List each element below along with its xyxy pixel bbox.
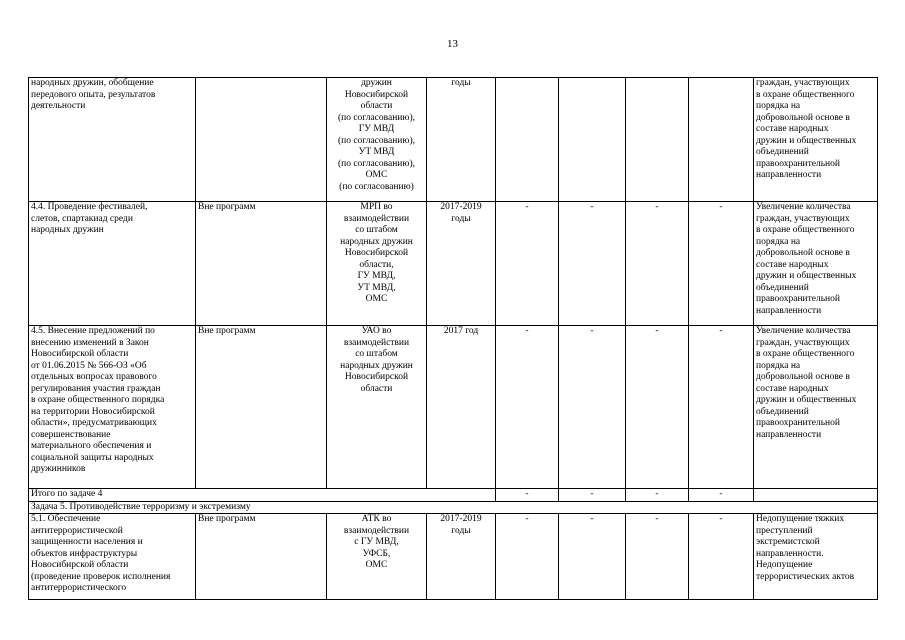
funding-cell: [626, 78, 689, 202]
period-cell: годы: [427, 78, 496, 202]
funding-source-cell: Вне программ: [196, 514, 327, 600]
funding-cell: -: [689, 202, 754, 326]
executor-cell: АТК во взаимодействии с ГУ МВД, УФСБ, ОМС: [327, 514, 427, 600]
executor-cell: УАО во взаимодействии со штабом народных дружин Новосибирской области: [327, 326, 427, 489]
expected-result-cell: [754, 489, 878, 502]
funding-cell: -: [559, 202, 626, 326]
funding-cell: [559, 78, 626, 202]
funding-cell: -: [559, 326, 626, 489]
funding-cell: -: [559, 514, 626, 600]
activity-name-cell: 4.5. Внесение предложений по внесению изменений в Закон Новосибирской области от 01.06.2015 № 566-ОЗ «Об отдельных вопросах правового регулирования участия граждан в охране общественного порядка на территории Новосибирской области», предусматривающих совершенствование материального обеспечения и социальной защиты народных дружинников: [29, 326, 196, 489]
funding-cell: [689, 78, 754, 202]
funding-cell: -: [626, 489, 689, 502]
funding-cell: -: [559, 489, 626, 502]
table-row: [29, 78, 878, 202]
funding-cell: -: [496, 202, 559, 326]
funding-cell: -: [626, 202, 689, 326]
section-title-cell: Задача 5. Противодействие терроризму и экстремизму: [29, 501, 878, 514]
activity-name-cell: 4.4. Проведение фестивалей, слетов, спартакиад среди народных дружин: [29, 202, 196, 326]
activity-name-cell: 5.1. Обеспечение антитеррористической защищенности населения и объектов инфраструктуры Новосибирской области (проведение проверок исполнения антитеррористического: [29, 514, 196, 600]
table-row: [29, 514, 878, 600]
executor-cell: дружин Новосибирской области (по согласованию), ГУ МВД (по согласованию), УТ МВД (по согласованию), ОМС (по согласованию): [327, 78, 427, 202]
executor-cell: МРП во взаимодействии со штабом народных дружин Новосибирской области, ГУ МВД, УТ МВД, ОМС: [327, 202, 427, 326]
funding-source-cell: Вне программ: [196, 326, 327, 489]
expected-result-cell: Увеличение количества граждан, участвующих в охране общественного порядка на добровольной основе в составе народных дружин и общественных объединений правоохранительной направленности: [754, 326, 878, 489]
funding-cell: -: [626, 514, 689, 600]
period-cell: 2017-2019 годы: [427, 202, 496, 326]
activity-name-cell: народных дружин, обобщение передового опыта, результатов деятельности: [29, 78, 196, 202]
total-label-cell: Итого по задаче 4: [29, 489, 496, 502]
expected-result-cell: граждан, участвующих в охране общественного порядка на добровольной основе в составе народных дружин и общественных объединений правоохранительной направленности: [754, 78, 878, 202]
funding-cell: -: [496, 514, 559, 600]
program-table: [28, 77, 878, 600]
funding-cell: -: [689, 514, 754, 600]
funding-cell: -: [689, 326, 754, 489]
funding-cell: -: [496, 489, 559, 502]
table-row: [29, 326, 878, 489]
period-cell: 2017-2019 годы: [427, 514, 496, 600]
section-row: [29, 501, 878, 514]
funding-cell: [496, 78, 559, 202]
expected-result-cell: Недопущение тяжких преступлений экстремистской направленности. Недопущение террористических актов: [754, 514, 878, 600]
funding-source-cell: [196, 78, 327, 202]
funding-cell: -: [689, 489, 754, 502]
period-cell: 2017 год: [427, 326, 496, 489]
expected-result-cell: Увеличение количества граждан, участвующих в охране общественного порядка на добровольной основе в составе народных дружин и общественных объединений правоохранительной направленности: [754, 202, 878, 326]
funding-source-cell: Вне программ: [196, 202, 327, 326]
table-row: [29, 202, 878, 326]
funding-cell: -: [626, 326, 689, 489]
total-row: [29, 489, 878, 502]
funding-cell: -: [496, 326, 559, 489]
page-number: 13: [447, 38, 458, 50]
